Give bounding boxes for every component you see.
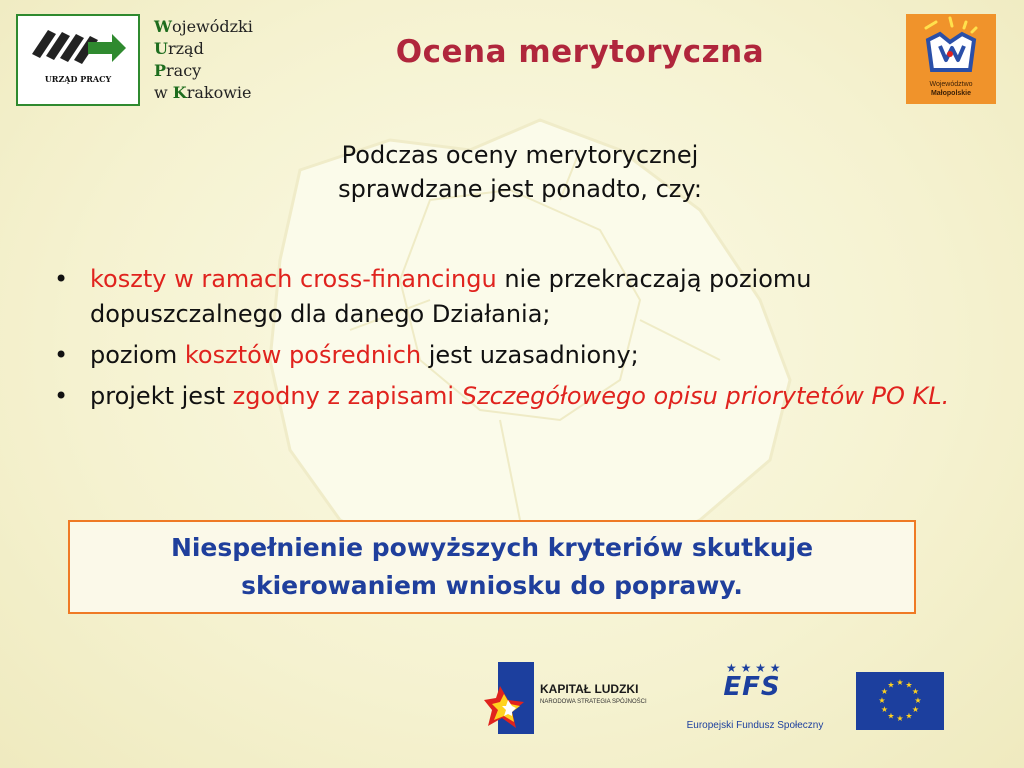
- criteria-item-2: [52, 338, 972, 373]
- note-line-1: Niespełnienie powyższych kryteriów skutkuje: [170, 533, 814, 562]
- criteria-list: [52, 262, 972, 420]
- svg-text:★: ★: [880, 705, 889, 714]
- wup-name-line-3: Pracy: [154, 61, 202, 80]
- wup-name-line-4: w Krakowie: [154, 83, 252, 102]
- svg-text:★: ★: [905, 680, 913, 690]
- kapital-ludzki-subtitle: NARODOWA STRATEGIA SPÓJNOŚCI: [540, 699, 647, 705]
- kapital-ludzki-name: KAPITAŁ LUDZKI: [540, 682, 639, 696]
- wup-name: [154, 16, 253, 104]
- kapital-ludzki-logo: [484, 660, 674, 740]
- criteria-item-3: [52, 379, 972, 414]
- svg-text:★: ★: [880, 687, 889, 696]
- svg-text:★: ★: [887, 711, 895, 721]
- efs-letters: EFS: [723, 672, 781, 702]
- criteria-item-3-italic: Szczegółowego opisu priorytetów PO KL.: [461, 382, 950, 410]
- efs-name: Europejski Fundusz Społeczny: [686, 720, 824, 731]
- svg-text:★: ★: [914, 696, 922, 705]
- criteria-item-2-text: jest uzasadniony;: [421, 341, 639, 369]
- criteria-item-1: [52, 262, 972, 332]
- criteria-item-2-highlight: kosztów pośrednich: [184, 341, 422, 369]
- intro-text: [220, 138, 820, 206]
- svg-text:★: ★: [905, 711, 913, 721]
- criteria-item-2-lead: poziom: [90, 341, 185, 369]
- svg-text:★: ★: [878, 696, 886, 705]
- svg-text:★: ★: [911, 687, 920, 696]
- eu-flag-icon: [856, 672, 944, 730]
- intro-line-2: sprawdzane jest ponadto, czy:: [338, 175, 702, 203]
- wup-logo: [16, 14, 140, 106]
- malopolska-line-2: Małopolskie: [930, 90, 972, 97]
- svg-text:★: ★: [896, 714, 904, 723]
- wup-name-line-1: Wojewódzki: [154, 17, 253, 36]
- malopolska-line-1: Województwo: [929, 81, 973, 88]
- wup-badge-text: URZĄD PRACY: [44, 74, 112, 84]
- criteria-item-1-text: nie przekraczają poziomu dopuszczalnego dla danego Działania;: [90, 265, 812, 328]
- kapital-ludzki-star-icon: [484, 660, 538, 740]
- svg-text:★ ★ ★ ★: ★ ★ ★ ★: [726, 661, 781, 675]
- note-box: [68, 520, 916, 614]
- criteria-item-3-highlight: zgodny z zapisami: [232, 382, 462, 410]
- note-line-2: skierowaniem wniosku do poprawy.: [241, 571, 743, 600]
- efs-logo: [680, 660, 830, 740]
- intro-line-1: Podczas oceny merytorycznej: [341, 141, 699, 169]
- svg-text:★: ★: [896, 678, 904, 687]
- wup-arrow-icon: [26, 24, 130, 72]
- svg-text:★: ★: [887, 680, 895, 690]
- svg-text:★: ★: [911, 705, 920, 714]
- wup-name-line-2: Urząd: [154, 39, 204, 58]
- criteria-item-1-highlight: koszty w ramach cross-financingu: [90, 265, 497, 293]
- slide-title: Ocena merytoryczna: [395, 34, 765, 70]
- malopolska-crest-icon: [906, 14, 996, 80]
- criteria-item-3-lead: projekt jest: [90, 382, 233, 410]
- malopolska-logo: [906, 14, 996, 104]
- note-text: [102, 529, 882, 605]
- malopolska-text: [906, 80, 996, 98]
